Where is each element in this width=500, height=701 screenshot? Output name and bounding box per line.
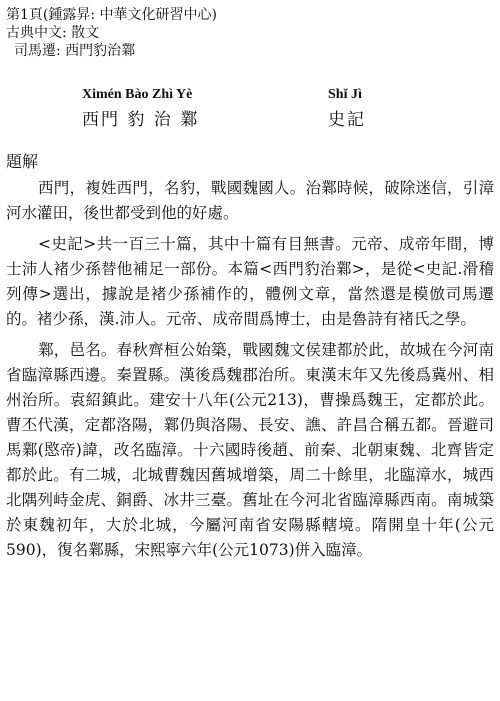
header-line-2: 古典中文: 散文 — [6, 25, 100, 41]
document-header — [6, 6, 217, 60]
source-pinyin: Shǐ Jì — [328, 87, 362, 102]
section-heading: 題解 — [6, 152, 39, 171]
paragraph: 鄴，邑名。春秋齊桓公始築，戰國魏文侯建都於此，故城在今河南省臨漳縣西邊。秦置縣。漢後爲魏郡治所。東漢末年又先後爲冀州、相州治所。袁紹鎮此。建安十八年(公元213)，曹操爲魏王，定都於此。曹丕代漢，定都洛陽，鄴仍與洛陽、長安、譙、許昌合稱五都。晉避司馬鄴(愍帝)諱，改名臨漳。十六國時後趙、前秦、北朝東魏、北齊皆定都於此。有二城，北城曹魏因舊城增築，周二十餘里，北臨漳水，城西北隅列峙金虎、銅爵、冰井三臺。舊址在今河北省臨漳縣西南。南城築於東魏初年，大於北城，今屬河南省安陽縣轄境。隋開皇十年(公元590)，復名鄴縣，宋熙寧六年(公元1073)併入臨漳。 — [6, 341, 494, 559]
paragraph: 西門，複姓西門，名豹，戰國魏國人。治鄴時候，破除迷信，引漳河水灌田，後世都受到他的好處。 — [6, 179, 494, 222]
header-line-1: 第1頁(鍾露昇: 中華文化研習中心) — [6, 7, 217, 23]
title-hanzi: 西門 豹 治 鄴 — [82, 110, 200, 130]
source-hanzi: 史記 — [328, 110, 366, 130]
title-pinyin: Ximén Bào Zhì Yè — [82, 87, 193, 102]
paragraph: <史記>共一百三十篇，其中十篇有目無書。元帝、成帝年間，博士沛人褚少孫替他補足一部份。本篇<西門豹治鄴>，是從<史記.滑稽列傳>選出，據說是褚少孫補作的，體例文章，當然還是模倣司馬遷的。褚少孫，漢.沛人。元帝、成帝間爲博士，由是魯詩有褚氏之學。 — [6, 235, 494, 328]
body-text — [6, 176, 494, 569]
header-line-3: 司馬遷: 西門豹治鄴 — [14, 43, 136, 59]
